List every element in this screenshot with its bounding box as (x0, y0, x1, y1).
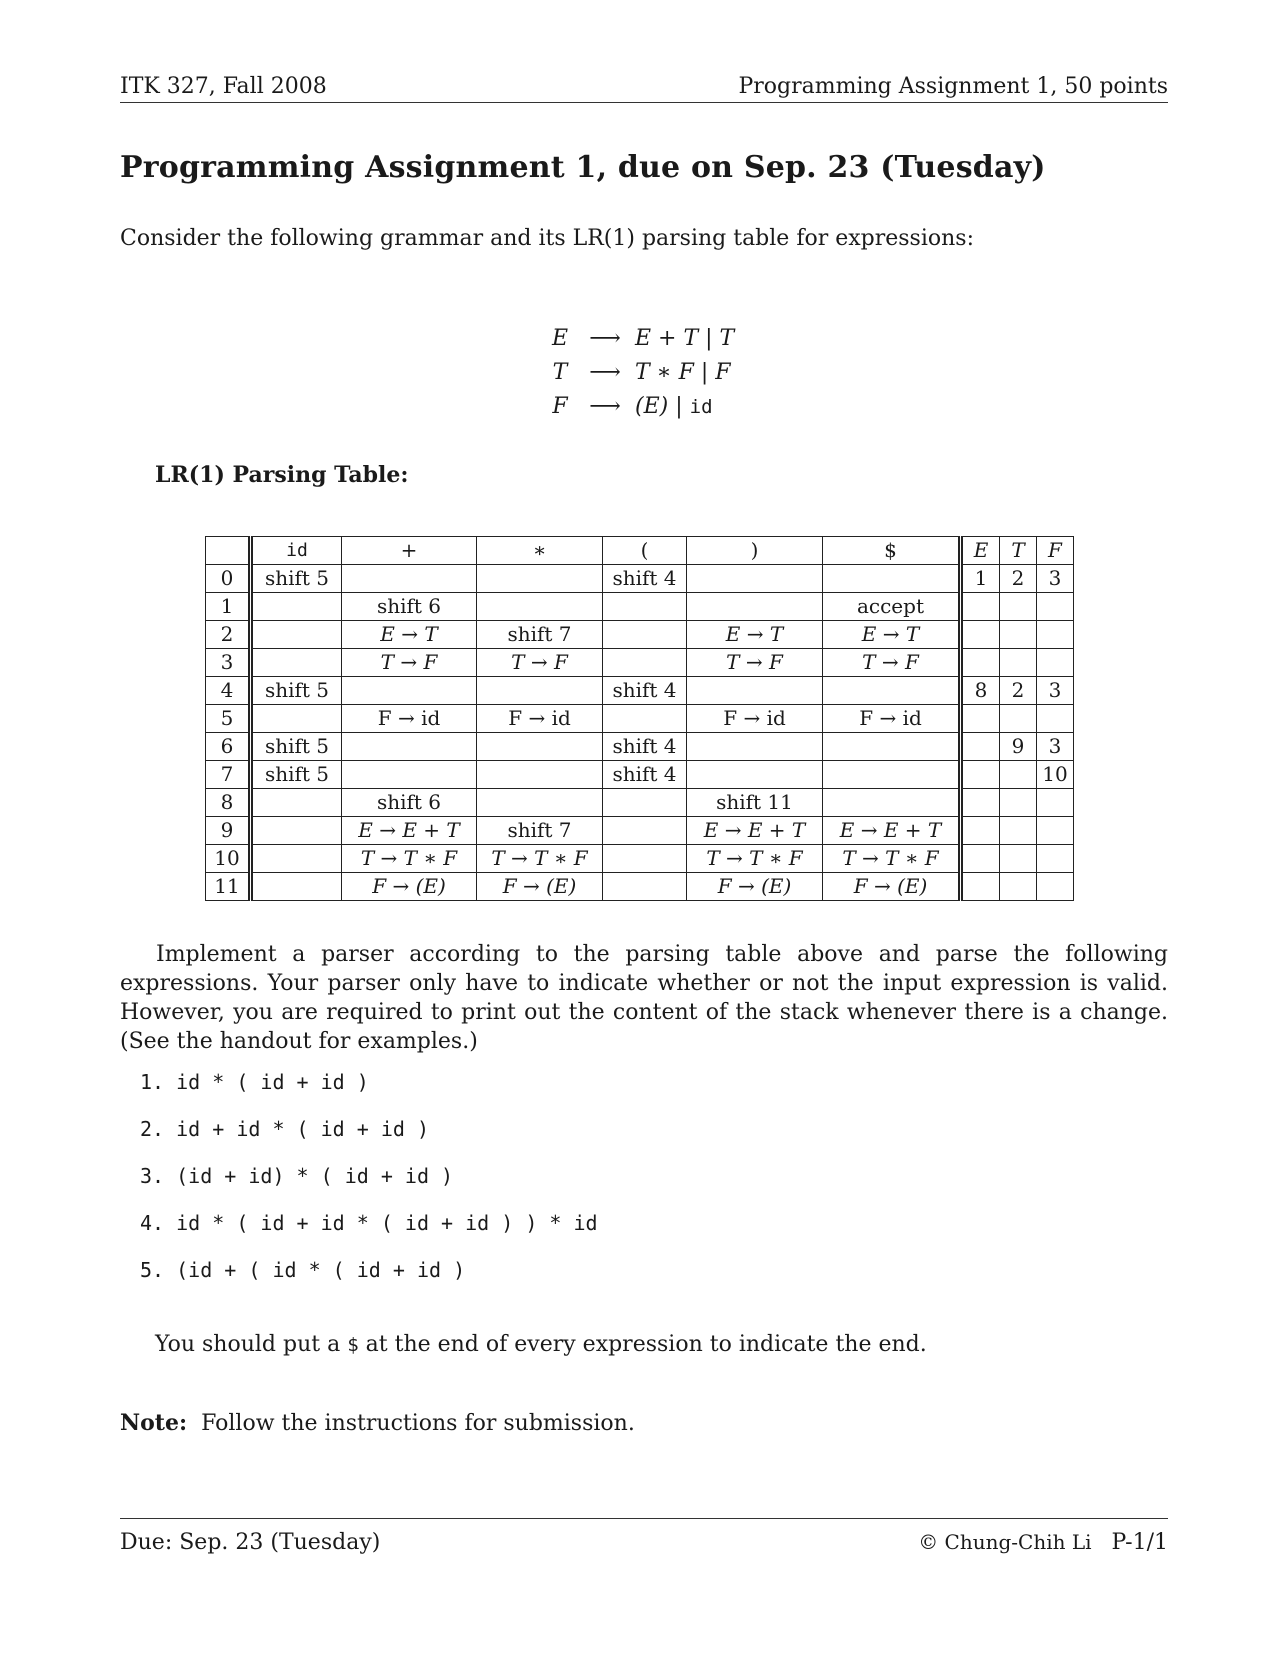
table-cell (603, 817, 687, 845)
table-cell (961, 733, 1000, 761)
table-cell: shift 4 (603, 677, 687, 705)
table-cell (687, 593, 823, 621)
table-cell (823, 565, 961, 593)
expression-list (140, 1070, 598, 1305)
table-cell (477, 733, 603, 761)
grammar-rhs (635, 390, 713, 424)
table-header-cell: ( (603, 537, 687, 565)
table-cell (603, 621, 687, 649)
table-cell: 3 (1037, 733, 1074, 761)
table-cell: E → E + T (342, 817, 477, 845)
table-header-cell: id (251, 537, 342, 565)
table-cell: shift 6 (342, 593, 477, 621)
table-cell: shift 5 (251, 761, 342, 789)
table-cell: 5 (206, 705, 251, 733)
grammar-rhs: E + T | T (635, 326, 735, 351)
table-cell: shift 4 (603, 761, 687, 789)
submission-note (120, 1410, 635, 1436)
table-cell (1037, 873, 1074, 901)
table-header-row (206, 537, 1074, 565)
table-header-cell: + (342, 537, 477, 565)
table-cell: shift 6 (342, 789, 477, 817)
table-cell (342, 677, 477, 705)
table-cell (251, 789, 342, 817)
table-cell: E → T (687, 621, 823, 649)
table-cell (687, 761, 823, 789)
table-cell (1000, 789, 1037, 817)
end-note-symbol: $ (347, 1334, 359, 1356)
table-cell: shift 5 (251, 733, 342, 761)
table-cell: shift 7 (477, 817, 603, 845)
table-cell (1037, 817, 1074, 845)
table-cell (1000, 761, 1037, 789)
table-cell (251, 817, 342, 845)
table-cell: 8 (961, 677, 1000, 705)
table-cell (1000, 649, 1037, 677)
table-cell: 6 (206, 733, 251, 761)
parsing-table (205, 536, 1074, 901)
grammar-rule-e (545, 322, 734, 356)
table-cell: 8 (206, 789, 251, 817)
table-cell (603, 873, 687, 901)
table-cell: shift 4 (603, 733, 687, 761)
table-cell (251, 621, 342, 649)
table-cell (251, 845, 342, 873)
grammar-arrow: ⟶ (589, 360, 621, 385)
table-header-cell: E (961, 537, 1000, 565)
table-cell: 10 (1037, 761, 1074, 789)
footer-rule (120, 1518, 1168, 1519)
table-cell: F → (E) (823, 873, 961, 901)
grammar-arrow: ⟶ (589, 394, 621, 419)
table-cell (1037, 845, 1074, 873)
table-cell: 2 (1000, 677, 1037, 705)
table-cell (961, 593, 1000, 621)
table-cell (1000, 705, 1037, 733)
table-header-cell: ) (687, 537, 823, 565)
list-item: 4. id * ( id + id * ( id + id ) ) * id (140, 1211, 598, 1235)
table-row (206, 565, 1074, 593)
table-row (206, 649, 1074, 677)
table-cell (687, 733, 823, 761)
table-header-cell: $ (823, 537, 961, 565)
table-cell (961, 789, 1000, 817)
table-cell: shift 4 (603, 565, 687, 593)
table-cell (603, 593, 687, 621)
table-cell: 3 (1037, 565, 1074, 593)
table-cell: 11 (206, 873, 251, 901)
table-heading: LR(1) Parsing Table: (155, 462, 409, 488)
table-cell: F → (E) (342, 873, 477, 901)
table-cell (342, 733, 477, 761)
table-row (206, 733, 1074, 761)
table-cell (1000, 817, 1037, 845)
table-cell (961, 621, 1000, 649)
table-cell (961, 649, 1000, 677)
table-header-cell: ∗ (477, 537, 603, 565)
table-cell (477, 677, 603, 705)
table-cell (823, 677, 961, 705)
table-cell: 7 (206, 761, 251, 789)
table-cell (823, 789, 961, 817)
table-cell (251, 649, 342, 677)
table-cell (823, 761, 961, 789)
table-cell: 2 (1000, 565, 1037, 593)
table-cell (251, 873, 342, 901)
table-row (206, 677, 1074, 705)
table-cell: E → E + T (823, 817, 961, 845)
intro-text: Consider the following grammar and its LR(1) parsing table for expressions: (120, 226, 974, 251)
table-cell (687, 565, 823, 593)
table-cell (603, 705, 687, 733)
table-row (206, 761, 1074, 789)
table-row (206, 593, 1074, 621)
grammar-arrow: ⟶ (589, 326, 621, 351)
table-cell: F → (E) (687, 873, 823, 901)
table-cell (1037, 621, 1074, 649)
grammar-lhs: T (552, 360, 568, 385)
list-item: 3. (id + id) * ( id + id ) (140, 1164, 454, 1188)
table-row (206, 789, 1074, 817)
table-cell (961, 817, 1000, 845)
table-cell (1037, 649, 1074, 677)
table-cell: E → E + T (687, 817, 823, 845)
end-marker-note (155, 1332, 927, 1357)
grammar-rhs: T ∗ F | F (635, 360, 731, 385)
note-text: Follow the instructions for submission. (201, 1411, 635, 1436)
header-assignment: Programming Assignment 1, 50 points (738, 74, 1168, 99)
table-cell: shift 11 (687, 789, 823, 817)
table-cell: T → F (342, 649, 477, 677)
table-cell (961, 705, 1000, 733)
table-cell: T → T ∗ F (342, 845, 477, 873)
end-note-after: at the end of every expression to indicate the end. (358, 1332, 927, 1357)
footer-right (918, 1530, 1168, 1555)
note-label: Note: (120, 1410, 188, 1436)
table-cell (1000, 621, 1037, 649)
table-header-cell (206, 537, 251, 565)
footer-copyright: © Chung-Chih Li (918, 1530, 1092, 1554)
table-cell: 4 (206, 677, 251, 705)
instructions-paragraph (120, 940, 1168, 1056)
footer-page: P-1/1 (1111, 1530, 1168, 1555)
table-cell: 1 (206, 593, 251, 621)
table-cell (1037, 789, 1074, 817)
table-cell: 3 (1037, 677, 1074, 705)
table-cell: T → F (477, 649, 603, 677)
table-cell (342, 761, 477, 789)
header-course: ITK 327, Fall 2008 (120, 74, 327, 99)
table-row (206, 621, 1074, 649)
grammar-rule-f (545, 390, 734, 424)
table-cell (477, 593, 603, 621)
list-item: 5. (id + ( id * ( id + id ) (140, 1258, 466, 1282)
table-cell (687, 677, 823, 705)
grammar-rhs-text: (E) | (635, 394, 690, 419)
table-cell (1037, 593, 1074, 621)
table-cell: 3 (206, 649, 251, 677)
table-cell: E → T (342, 621, 477, 649)
table-cell: accept (823, 593, 961, 621)
table-cell: T → T ∗ F (477, 845, 603, 873)
table-cell: shift 5 (251, 565, 342, 593)
table-cell (1037, 705, 1074, 733)
list-item: 2. id + id * ( id + id ) (140, 1117, 429, 1141)
table-cell (961, 845, 1000, 873)
table-cell (477, 565, 603, 593)
table-cell: F → id (687, 705, 823, 733)
table-cell: E → T (823, 621, 961, 649)
table-cell: T → F (823, 649, 961, 677)
grammar-lhs: F (552, 394, 568, 419)
table-cell: shift 5 (251, 677, 342, 705)
grammar-rhs-id: id (689, 396, 713, 418)
table-cell (251, 593, 342, 621)
grammar-rule-t (545, 356, 734, 390)
table-cell: F → id (823, 705, 961, 733)
table-cell: T → T ∗ F (823, 845, 961, 873)
table-header-cell: T (1000, 537, 1037, 565)
table-cell (251, 705, 342, 733)
table-cell: 2 (206, 621, 251, 649)
table-cell: F → id (477, 705, 603, 733)
list-item: 1. id * ( id + id ) (140, 1070, 369, 1094)
page-title: Programming Assignment 1, due on Sep. 23 (Tuesday) (120, 150, 1046, 185)
table-cell: F → (E) (477, 873, 603, 901)
table-cell: 10 (206, 845, 251, 873)
table-cell (961, 761, 1000, 789)
end-note-before: You should put a (155, 1332, 348, 1357)
table-cell (342, 565, 477, 593)
table-cell (961, 873, 1000, 901)
table-cell: shift 7 (477, 621, 603, 649)
table-cell: 0 (206, 565, 251, 593)
footer-due: Due: Sep. 23 (Tuesday) (120, 1530, 381, 1555)
table-cell (603, 649, 687, 677)
table-cell (823, 733, 961, 761)
grammar (545, 322, 734, 424)
table-cell (603, 789, 687, 817)
table-cell: 9 (206, 817, 251, 845)
table-cell (477, 789, 603, 817)
table-cell: F → id (342, 705, 477, 733)
table-cell: 1 (961, 565, 1000, 593)
table-row (206, 705, 1074, 733)
table-header-cell: F (1037, 537, 1074, 565)
header-rule (120, 102, 1168, 103)
instructions-text: Implement a parser according to the parsing table above and parse the following expressions. Your parser only have to indicate whether or not the input expression is valid. However, you are required to print out the content of the stack whenever there is a change. (See the handout for examples.) (120, 942, 1168, 1054)
table-row (206, 873, 1074, 901)
table-cell: T → T ∗ F (687, 845, 823, 873)
table-cell (1000, 873, 1037, 901)
table-cell (1000, 593, 1037, 621)
table-cell: T → F (687, 649, 823, 677)
table-cell (603, 845, 687, 873)
grammar-lhs: E (551, 326, 569, 351)
table-row (206, 817, 1074, 845)
table-cell (477, 761, 603, 789)
table-row (206, 845, 1074, 873)
table-cell (1000, 845, 1037, 873)
table-cell: 9 (1000, 733, 1037, 761)
